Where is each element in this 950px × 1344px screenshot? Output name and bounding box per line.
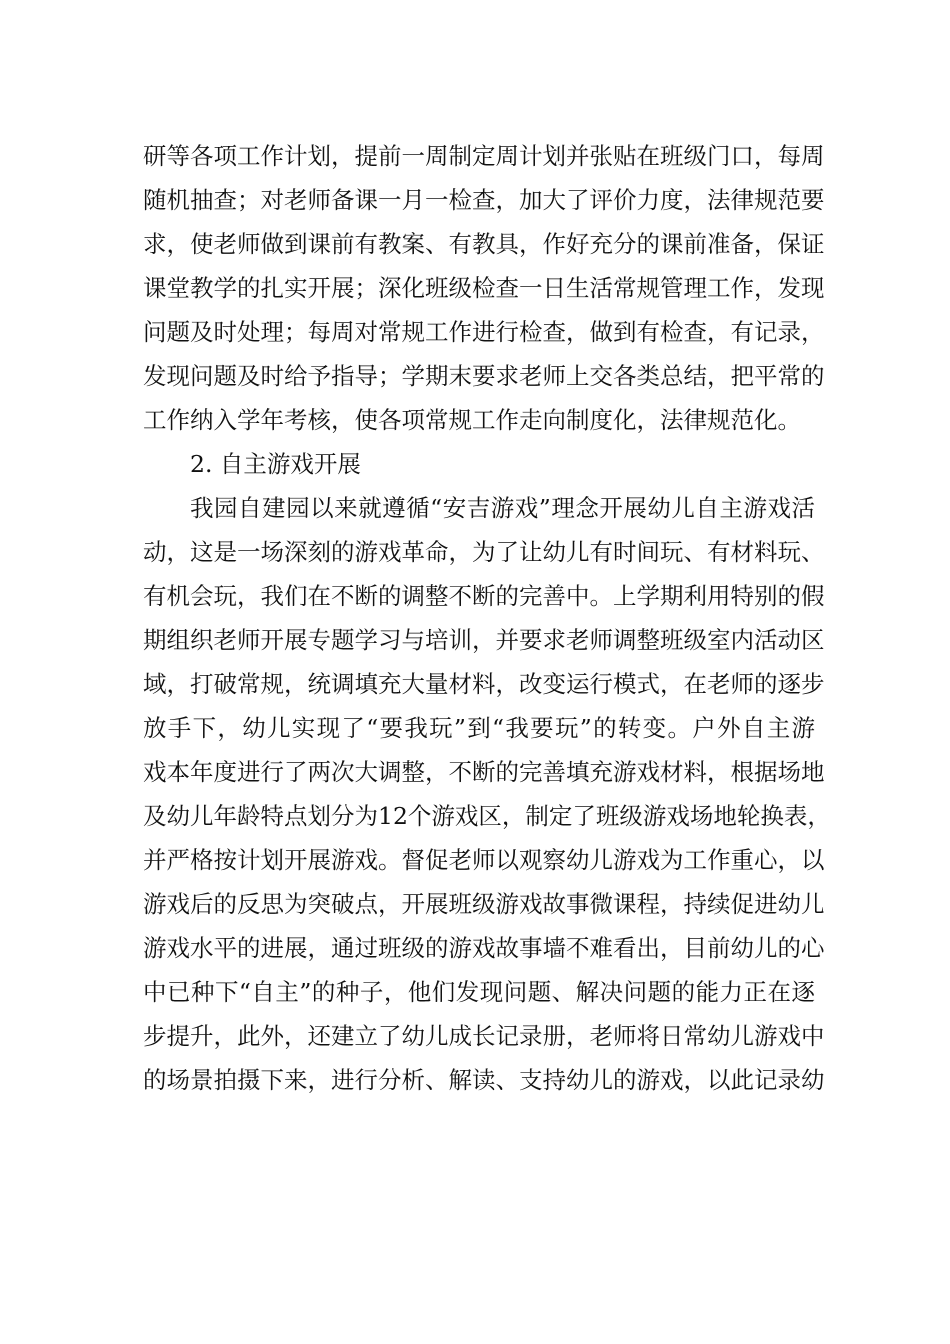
paragraph-line: 课堂教学的扎实开展；深化班级检查一日生活常规管理工作，发现 xyxy=(143,274,825,302)
paragraph-line: 有机会玩，我们在不断的调整不断的完善中。上学期利用特别的假 xyxy=(143,582,825,610)
paragraph-line: 动，这是一场深刻的游戏革命，为了让幼儿有时间玩、有材料玩、 xyxy=(143,538,825,566)
paragraph-first-line: 我园自建园以来就遵循“安吉游戏”理念开展幼儿自主游戏活 xyxy=(190,494,815,522)
paragraph-line: 戏本年度进行了两次大调整，不断的完善填充游戏材料，根据场地 xyxy=(143,758,825,786)
paragraph-line: 发现问题及时给予指导；学期末要求老师上交各类总结，把平常的 xyxy=(143,362,825,390)
paragraph-line: 步提升，此外，还建立了幼儿成长记录册，老师将日常幼儿游戏中 xyxy=(143,1022,825,1050)
paragraph-line: 游戏后的反思为突破点，开展班级游戏故事微课程，持续促进幼儿 xyxy=(143,890,825,918)
paragraph-last-line: 工作纳入学年考核，使各项常规工作走向制度化，法律规范化。 xyxy=(143,406,801,434)
paragraph-line: 并严格按计划开展游戏。督促老师以观察幼儿游戏为工作重心，以 xyxy=(143,846,825,874)
paragraph-line: 的场景拍摄下来，进行分析、解读、支持幼儿的游戏，以此记录幼 xyxy=(143,1066,825,1094)
paragraph-line: 求，使老师做到课前有教案、有教具，作好充分的课前准备，保证 xyxy=(143,230,825,258)
paragraph-line: 问题及时处理；每周对常规工作进行检查，做到有检查，有记录， xyxy=(143,318,825,346)
paragraph-line: 放手下，幼儿实现了“要我玩”到“我要玩”的转变。户外自主游 xyxy=(143,714,815,742)
paragraph-line: 域，打破常规，统调填充大量材料，改变运行模式，在老师的逐步 xyxy=(143,670,825,698)
paragraph-line: 及幼儿年龄特点划分为12个游戏区，制定了班级游戏场地轮换表， xyxy=(143,802,831,830)
paragraph-line: 游戏水平的进展，通过班级的游戏故事墙不难看出，目前幼儿的心 xyxy=(143,934,825,962)
paragraph-line: 研等各项工作计划，提前一周制定周计划并张贴在班级门口，每周 xyxy=(143,142,825,170)
paragraph-line: 期组织老师开展专题学习与培训，并要求老师调整班级室内活动区 xyxy=(143,626,825,654)
section-heading: 2. 自主游戏开展 xyxy=(190,450,361,478)
paragraph-line: 随机抽查；对老师备课一月一检查，加大了评价力度，法律规范要 xyxy=(143,186,825,214)
paragraph-line: 中已种下“自主”的种子，他们发现问题、解决问题的能力正在逐 xyxy=(143,978,815,1006)
